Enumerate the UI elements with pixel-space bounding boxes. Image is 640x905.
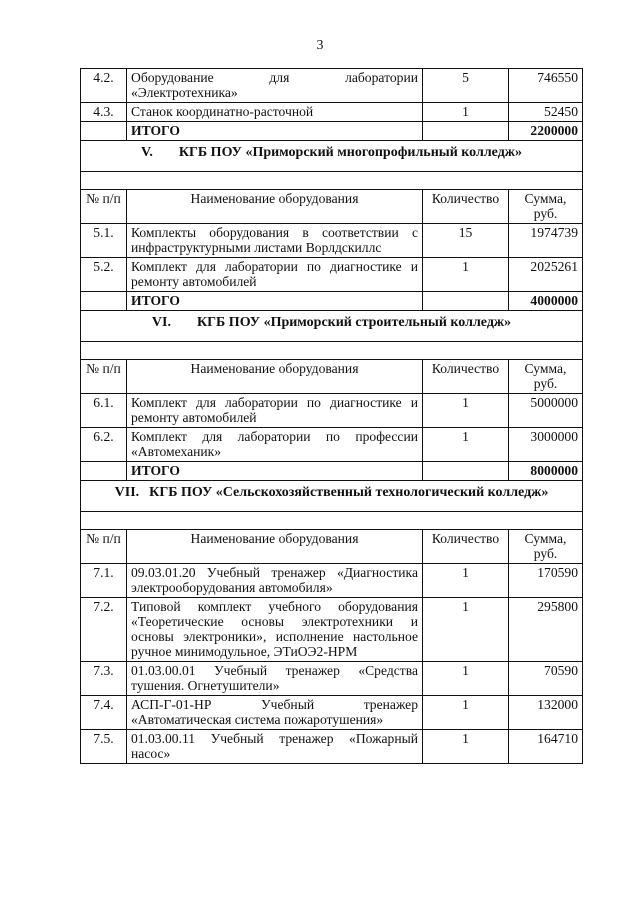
- row-number: 7.1.: [81, 564, 127, 598]
- header-qty: Количество: [423, 360, 509, 394]
- section-roman: VI.: [151, 315, 171, 330]
- equipment-sum: 170590: [509, 564, 583, 598]
- row-number: 7.4.: [81, 696, 127, 730]
- equipment-quantity: 1: [423, 696, 509, 730]
- equipment-quantity: 1: [423, 394, 509, 428]
- equipment-sum: 3000000: [509, 428, 583, 462]
- header-row: [81, 530, 583, 564]
- total-label: ИТОГО: [127, 122, 423, 141]
- section-title: КГБ ПОУ «Сельскохозяйственный технологический колледж»: [149, 485, 549, 500]
- table-row: [81, 258, 583, 292]
- page-number: 3: [316, 38, 324, 53]
- row-number: 7.3.: [81, 662, 127, 696]
- equipment-name: Оборудование для лаборатории «Электротехника»: [127, 69, 423, 103]
- total-sum: 8000000: [509, 462, 583, 481]
- row-number: 5.2.: [81, 258, 127, 292]
- equipment-sum: 2025261: [509, 258, 583, 292]
- row-number: 4.2.: [81, 69, 127, 103]
- equipment-sum: 70590: [509, 662, 583, 696]
- table-row: [81, 696, 583, 730]
- row-number: 4.3.: [81, 103, 127, 122]
- total-row: [81, 462, 583, 481]
- total-row: [81, 122, 583, 141]
- equipment-quantity: 1: [423, 598, 509, 662]
- row-number: 6.1.: [81, 394, 127, 428]
- equipment-quantity: 1: [423, 103, 509, 122]
- header-num: № п/п: [81, 190, 127, 224]
- equipment-quantity: 1: [423, 730, 509, 764]
- header-sum: Сумма, руб.: [509, 530, 583, 564]
- header-row: [81, 360, 583, 394]
- total-row: [81, 292, 583, 311]
- table-row: [81, 224, 583, 258]
- equipment-sum: 5000000: [509, 394, 583, 428]
- header-num: № п/п: [81, 360, 127, 394]
- equipment-name: Комплект для лаборатории по профессии «Автомеханик»: [127, 428, 423, 462]
- total-label: ИТОГО: [127, 292, 423, 311]
- header-name: Наименование оборудования: [127, 190, 423, 224]
- header-num: № п/п: [81, 530, 127, 564]
- section-title: КГБ ПОУ «Приморский строительный колледж»: [196, 315, 512, 330]
- section-heading: [81, 481, 583, 512]
- total-sum: 4000000: [509, 292, 583, 311]
- row-number: 7.5.: [81, 730, 127, 764]
- header-name: Наименование оборудования: [127, 530, 423, 564]
- row-number: 7.2.: [81, 598, 127, 662]
- equipment-sum: 295800: [509, 598, 583, 662]
- equipment-name: АСП-Г-01-НР Учебный тренажер «Автоматическая система пожаротушения»: [127, 696, 423, 730]
- table-row: [81, 428, 583, 462]
- equipment-table: [80, 68, 583, 764]
- equipment-sum: 746550: [509, 69, 583, 103]
- equipment-sum: 164710: [509, 730, 583, 764]
- equipment-name: 01.03.00.11 Учебный тренажер «Пожарный насос»: [127, 730, 423, 764]
- equipment-sum: 132000: [509, 696, 583, 730]
- section-roman: V.: [141, 145, 153, 160]
- equipment-quantity: 1: [423, 564, 509, 598]
- total-label: ИТОГО: [127, 462, 423, 481]
- table-row: [81, 598, 583, 662]
- table-row: [81, 662, 583, 696]
- equipment-quantity: 1: [423, 428, 509, 462]
- equipment-quantity: 5: [423, 69, 509, 103]
- section-title: КГБ ПОУ «Приморский многопрофильный колледж»: [178, 145, 522, 160]
- header-row: [81, 190, 583, 224]
- equipment-sum: 52450: [509, 103, 583, 122]
- equipment-name: 09.03.01.20 Учебный тренажер «Диагностика электрооборудования автомобиля»: [127, 564, 423, 598]
- table-row: [81, 730, 583, 764]
- total-sum: 2200000: [509, 122, 583, 141]
- equipment-quantity: 1: [423, 258, 509, 292]
- header-name: Наименование оборудования: [127, 360, 423, 394]
- section-roman: VII.: [114, 485, 140, 500]
- equipment-name: 01.03.00.01 Учебный тренажер «Средства тушения. Огнетушители»: [127, 662, 423, 696]
- equipment-sum: 1974739: [509, 224, 583, 258]
- table-row: [81, 564, 583, 598]
- equipment-name: Комплекты оборудования в соответствии с инфраструктурными листами Ворлдскиллс: [127, 224, 423, 258]
- equipment-name: Типовой комплект учебного оборудования «Теоретические основы электротехники и основы электроники», исполнение настольное ручное минимодульное, ЭТиОЭ2-НРМ: [127, 598, 423, 662]
- table-row: [81, 103, 583, 122]
- equipment-quantity: 15: [423, 224, 509, 258]
- header-qty: Количество: [423, 530, 509, 564]
- equipment-name: Станок координатно-расточной: [127, 103, 423, 122]
- header-sum: Сумма, руб.: [509, 190, 583, 224]
- table-row: [81, 394, 583, 428]
- section-heading: [81, 311, 583, 342]
- row-number: 6.2.: [81, 428, 127, 462]
- header-sum: Сумма, руб.: [509, 360, 583, 394]
- header-qty: Количество: [423, 190, 509, 224]
- equipment-quantity: 1: [423, 662, 509, 696]
- equipment-name: Комплект для лаборатории по диагностике и ремонту автомобилей: [127, 258, 423, 292]
- section-heading: [81, 141, 583, 172]
- table-row: [81, 69, 583, 103]
- equipment-name: Комплект для лаборатории по диагностике и ремонту автомобилей: [127, 394, 423, 428]
- row-number: 5.1.: [81, 224, 127, 258]
